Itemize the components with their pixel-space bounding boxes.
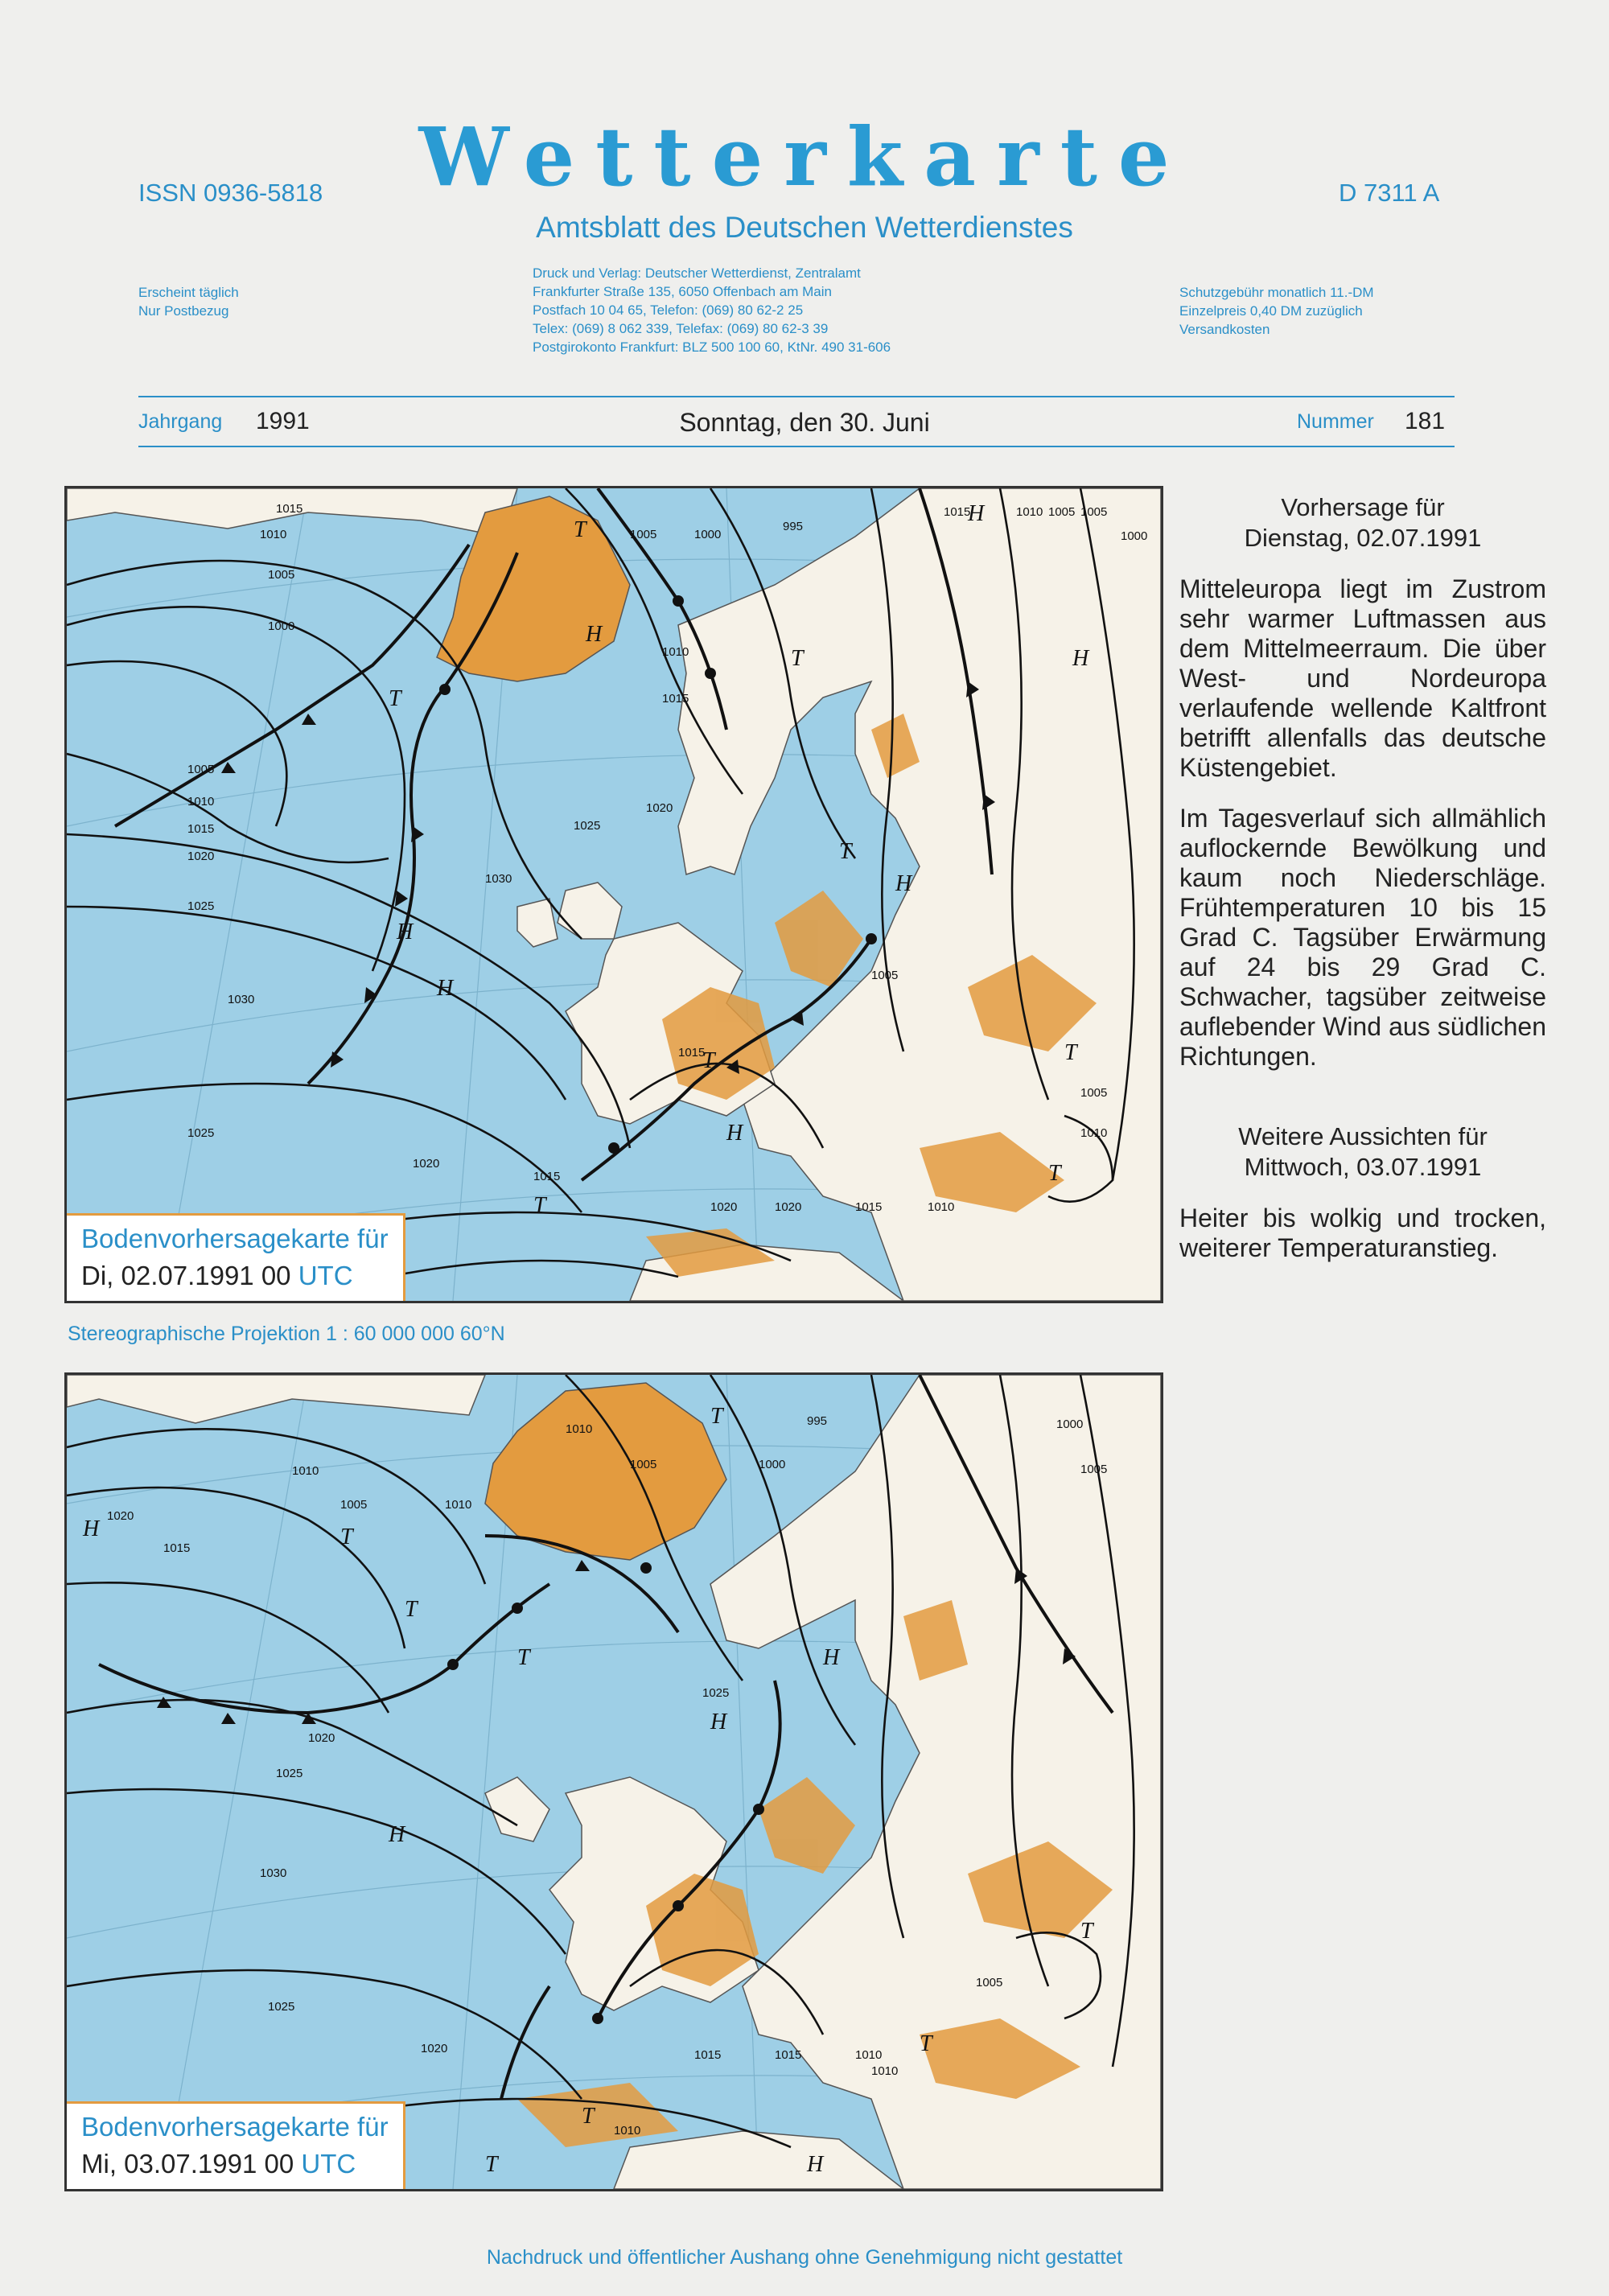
isobar-label: 1010 <box>260 528 287 541</box>
isobar-label: 1020 <box>421 2042 448 2055</box>
isobar-label: 1005 <box>871 969 899 982</box>
projection-note: Stereographische Projektion 1 : 60 000 000 60°N <box>68 1323 505 1345</box>
high-pressure-marker: H <box>397 920 414 944</box>
isobar-label: 1020 <box>710 1200 738 1214</box>
high-pressure-marker: H <box>83 1516 100 1541</box>
low-pressure-marker: T <box>702 1048 715 1073</box>
isobar-label: 1015 <box>944 505 971 519</box>
isobar-label: 1010 <box>871 2064 899 2078</box>
isobar-label: 1010 <box>292 1464 319 1478</box>
price-info <box>1179 283 1374 339</box>
low-pressure-marker: T <box>533 1193 546 1218</box>
issue-number-label: Nummer <box>1297 410 1374 433</box>
isobar-label: 1015 <box>855 1200 883 1214</box>
high-pressure-marker: H <box>807 2152 824 2177</box>
outlook-heading-line: Weitere Aussichten für <box>1238 1122 1488 1150</box>
low-pressure-marker: T <box>574 517 586 542</box>
map-caption-date <box>81 1261 389 1291</box>
high-pressure-marker: H <box>895 871 912 896</box>
low-pressure-marker: T <box>1048 1161 1061 1186</box>
publisher-line: Postgirokonto Frankfurt: BLZ 500 100 60, KtNr. 490 31-606 <box>533 339 891 355</box>
isobar-label: 1005 <box>630 528 657 541</box>
newspaper-title: Wetterkarte <box>418 109 1191 204</box>
isobar-label: 1015 <box>533 1170 561 1183</box>
year-label: Jahrgang <box>138 410 223 433</box>
price-line: Einzelpreis 0,40 DM zuzüglich <box>1179 303 1363 319</box>
frequency-note <box>138 283 239 320</box>
low-pressure-marker: T <box>340 1524 353 1549</box>
high-pressure-marker: H <box>389 1822 405 1847</box>
isobar-label: 1015 <box>775 2048 802 2062</box>
isobar-label: 1000 <box>759 1458 786 1471</box>
publisher-line: Frankfurter Straße 135, 6050 Offenbach am Main <box>533 284 832 299</box>
outlook-heading <box>1179 1121 1546 1183</box>
issue-number-value: 181 <box>1405 408 1446 434</box>
isobar-label: 1005 <box>187 763 215 776</box>
forecast-map-wednesday <box>64 1372 1163 2191</box>
header-rule-bottom <box>138 446 1455 447</box>
isobar-label: 1010 <box>187 795 215 809</box>
newspaper-subtitle: Amtsblatt des Deutschen Wetterdienstes <box>536 211 1073 244</box>
isobar-label: 1000 <box>694 528 722 541</box>
isobar-label: 1010 <box>928 1200 955 1214</box>
outlook-heading-date: Mittwoch, 03.07.1991 <box>1244 1153 1482 1181</box>
isobar-label: 1020 <box>775 1200 802 1214</box>
outlook-paragraph: Heiter bis wolkig und trocken, weiterer Temperaturanstieg. <box>1179 1204 1546 1262</box>
isobar-label: 1025 <box>187 899 215 913</box>
isobar-label: 1025 <box>276 1767 303 1780</box>
isobar-label: 1010 <box>566 1422 593 1436</box>
isobar-label: 1005 <box>1080 505 1108 519</box>
isobar-label: 1020 <box>308 1731 335 1745</box>
isobar-label: 1015 <box>662 692 689 706</box>
isobar-label: 1025 <box>702 1686 730 1700</box>
isobar-label: 1000 <box>268 619 295 633</box>
low-pressure-marker: T <box>1064 1040 1077 1065</box>
isobar-label: 1020 <box>646 801 673 815</box>
isobar-label: 1015 <box>694 2048 722 2062</box>
isobar-label: 995 <box>783 520 804 533</box>
isobar-label: 1015 <box>163 1541 191 1555</box>
isobar-label: 1005 <box>1080 1086 1108 1100</box>
postal-code: D 7311 A <box>1339 179 1440 207</box>
copyright-footer: Nachdruck und öffentlicher Aushang ohne Genehmigung nicht gestattet <box>486 2246 1123 2269</box>
isobar-label: 1030 <box>485 872 512 886</box>
forecast-paragraph: Im Tagesverlauf sich allmählich auflockernde Bewölkung und kaum noch Niederschläge. Frühtemperaturen 10 bis 15 Grad C. Tagsüber Erwärmung auf 24 bis 29 Grad C. Schwacher, tagsüber zeitweise auflebender Wind aus südlichen Richtungen. <box>1179 804 1546 1071</box>
publisher-line: Druck und Verlag: Deutscher Wetterdienst, Zentralamt <box>533 265 861 281</box>
isobar-label: 1010 <box>445 1498 472 1512</box>
forecast-heading-date: Dienstag, 02.07.1991 <box>1244 524 1482 552</box>
low-pressure-marker: T <box>582 2104 595 2129</box>
map-date: Di, 02.07.1991 00 <box>81 1261 291 1290</box>
price-line: Versandkosten <box>1179 322 1270 337</box>
isobar-label: 1005 <box>976 1976 1003 1989</box>
isobar-label: 1030 <box>228 993 255 1006</box>
map-caption-date <box>81 2149 389 2179</box>
frequency-line: Nur Postbezug <box>138 303 229 319</box>
forecast-map-tuesday <box>64 486 1163 1303</box>
low-pressure-marker: T <box>389 686 401 711</box>
low-pressure-marker: T <box>839 839 852 864</box>
high-pressure-marker: H <box>968 501 985 526</box>
low-pressure-marker: T <box>1080 1919 1093 1944</box>
isobar-label: 1010 <box>614 2124 641 2138</box>
isobar-label: 995 <box>807 1414 828 1428</box>
map-caption-title: Bodenvorhersagekarte für <box>81 1224 389 1253</box>
isobar-label: 1010 <box>1080 1126 1108 1140</box>
isobar-label: 1025 <box>187 1126 215 1140</box>
isobar-label: 1025 <box>268 2000 295 2014</box>
isobar-label: 1015 <box>678 1046 706 1060</box>
isobar-label: 1005 <box>1080 1463 1108 1476</box>
weather-map-image <box>67 488 1161 1301</box>
forecast-heading-line: Vorhersage für <box>1281 493 1445 521</box>
high-pressure-marker: H <box>726 1121 743 1146</box>
price-line: Schutzgebühr monatlich 11.-DM <box>1179 285 1374 300</box>
isobar-label: 1000 <box>1121 529 1148 543</box>
forecast-heading <box>1179 492 1546 553</box>
isobar-label: 1030 <box>260 1866 287 1880</box>
isobar-label: 1020 <box>413 1157 440 1171</box>
forecast-text-column <box>1179 492 1546 1263</box>
isobar-label: 1005 <box>268 568 295 582</box>
header-rule-top <box>138 396 1455 397</box>
low-pressure-marker: T <box>920 2031 932 2056</box>
isobar-label: 1015 <box>276 502 303 516</box>
low-pressure-marker: T <box>405 1597 418 1622</box>
high-pressure-marker: H <box>823 1645 840 1670</box>
low-pressure-marker: T <box>517 1645 530 1670</box>
isobar-label: 1010 <box>855 2048 883 2062</box>
isobar-label: 1020 <box>187 850 215 863</box>
map-utc: UTC <box>301 2149 356 2179</box>
isobar-label: 1000 <box>1056 1418 1084 1431</box>
map-utc: UTC <box>298 1261 353 1290</box>
isobar-label: 1005 <box>630 1458 657 1471</box>
frequency-line: Erscheint täglich <box>138 285 239 300</box>
high-pressure-marker: H <box>1072 646 1089 671</box>
isobar-label: 1010 <box>662 645 689 659</box>
isobar-label: 1005 <box>1048 505 1076 519</box>
publisher-line: Telex: (069) 8 062 339, Telefax: (069) 80 62-3 39 <box>533 321 829 336</box>
isobar-label: 1025 <box>574 819 601 833</box>
publisher-line: Postfach 10 04 65, Telefon: (069) 80 62-2 25 <box>533 302 804 318</box>
year-value: 1991 <box>256 408 310 434</box>
map-caption <box>67 1213 405 1301</box>
high-pressure-marker: H <box>710 1710 727 1734</box>
map-caption-title: Bodenvorhersagekarte für <box>81 2112 389 2142</box>
forecast-paragraph: Mitteleuropa liegt im Zustrom sehr warmer Luftmassen aus dem Mittelmeerraum. Die über West- und Nordeuropa verlaufende wellende Kaltfront betrifft allenfalls das deutsche Küstengebiet. <box>1179 574 1546 782</box>
isobar-label: 1015 <box>187 822 215 836</box>
issn-number: ISSN 0936-5818 <box>138 179 323 207</box>
low-pressure-marker: T <box>485 2152 498 2177</box>
high-pressure-marker: H <box>437 976 454 1001</box>
issue-date: Sonntag, den 30. Juni <box>679 408 930 437</box>
low-pressure-marker: T <box>710 1404 723 1429</box>
isobar-label: 1010 <box>1016 505 1043 519</box>
isobar-label: 1005 <box>340 1498 368 1512</box>
isobar-label: 1020 <box>107 1509 134 1523</box>
high-pressure-marker: H <box>586 622 603 647</box>
low-pressure-marker: T <box>791 646 804 671</box>
map-caption <box>67 2101 405 2189</box>
weather-map-image <box>67 1375 1161 2189</box>
map-date: Mi, 03.07.1991 00 <box>81 2149 294 2179</box>
publisher-info <box>533 264 1112 356</box>
